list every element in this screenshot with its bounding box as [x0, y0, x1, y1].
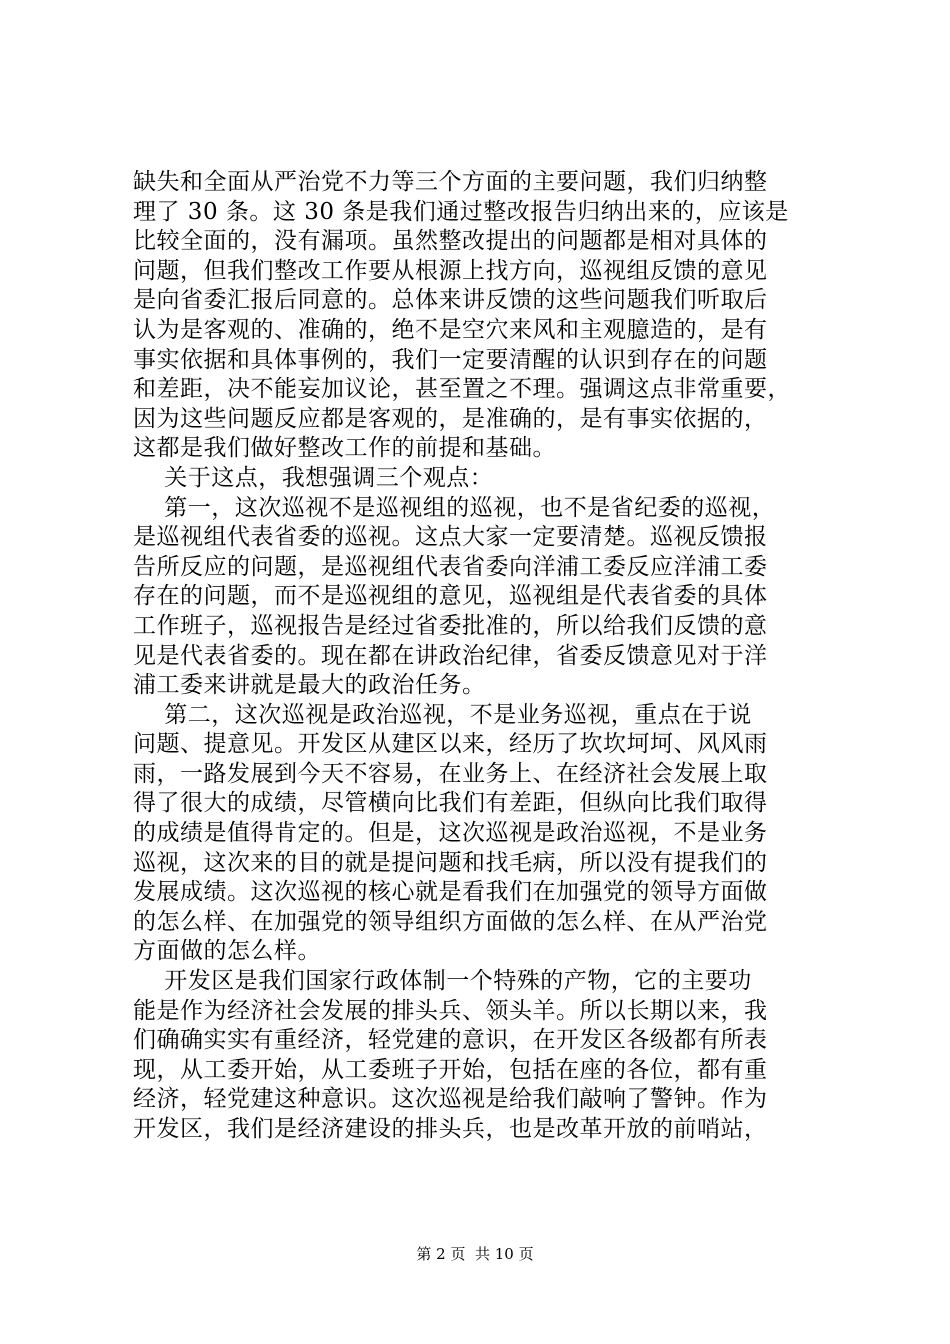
text-line: 理了 30 条。这 30 条是我们通过整改报告归纳出来的，应该是 — [133, 198, 789, 225]
text-line: 是向省委汇报后同意的。总体来讲反馈的这些问题我们听取后 — [133, 287, 768, 314]
text-line: 告所反应的问题，是巡视组代表省委向洋浦工委反应洋浦工委 — [133, 553, 768, 580]
text-line: 雨，一路发展到今天不容易，在业务上、在经济社会发展上取 — [133, 760, 768, 787]
text-line: 经济，轻党建这种意识。这次巡视是给我们敲响了警钟。作为 — [133, 1086, 768, 1113]
text-line: 开发区是我们国家行政体制一个特殊的产物，它的主要功 — [133, 968, 752, 995]
text-line: 的成绩是值得肯定的。但是，这次巡视是政治巡视，不是业务 — [133, 820, 768, 847]
text-line: 开发区，我们是经济建设的排头兵，也是改革开放的前哨站， — [133, 1116, 768, 1142]
text-line: 认为是客观的、准确的，绝不是空穴来风和主观臆造的，是有 — [133, 316, 768, 343]
text-line: 方面做的怎么样。 — [133, 938, 321, 965]
text-line: 浦工委来讲就是最大的政治任务。 — [133, 672, 486, 699]
text-line: 第一，这次巡视不是巡视组的巡视，也不是省纪委的巡视， — [133, 494, 776, 521]
text-line: 见是代表省委的。现在都在讲政治纪律，省委反馈意见对于洋 — [133, 642, 768, 669]
text-line: 现，从工委开始，从工委班子开始，包括在座的各位，都有重 — [133, 1056, 768, 1083]
body-text — [133, 168, 823, 1145]
text-line: 是巡视组代表省委的巡视。这点大家一定要清楚。巡视反馈报 — [133, 524, 768, 551]
page-footer: 第 2 页 共 10 页 — [416, 1245, 534, 1263]
text-line: 们确确实实有重经济，轻党建的意识，在开发区各级都有所表 — [133, 1027, 768, 1054]
text-line: 的怎么样、在加强党的领导组织方面做的怎么样、在从严治党 — [133, 908, 768, 935]
text-line: 发展成绩。这次巡视的核心就是看我们在加强党的领导方面做 — [133, 879, 768, 906]
text-line: 得了很大的成绩，尽管横向比我们有差距，但纵向比我们取得 — [133, 790, 768, 817]
text-line: 存在的问题，而不是巡视组的意见，巡视组是代表省委的具体 — [133, 583, 768, 610]
text-line: 问题，但我们整改工作要从根源上找方向，巡视组反馈的意见 — [133, 257, 768, 284]
text-line: 和差距，决不能妄加议论，甚至置之不理。强调这点非常重要， — [133, 376, 791, 403]
text-line: 这都是我们做好整改工作的前提和基础。 — [133, 435, 556, 462]
text-line: 关于这点，我想强调三个观点： — [133, 464, 494, 491]
text-line: 巡视，这次来的目的就是提问题和找毛病，所以没有提我们的 — [133, 849, 768, 876]
text-line: 工作班子，巡视报告是经过省委批准的，所以给我们反馈的意 — [133, 612, 768, 639]
text-line: 第二，这次巡视是政治巡视，不是业务巡视，重点在于说 — [133, 701, 752, 728]
text-line: 比较全面的，没有漏项。虽然整改提出的问题都是相对具体的 — [133, 228, 768, 255]
text-line: 缺失和全面从严治党不力等三个方面的主要问题，我们归纳整 — [133, 169, 768, 195]
text-line: 能是作为经济社会发展的排头兵、领头羊。所以长期以来，我 — [133, 997, 768, 1024]
text-line: 问题、提意见。开发区从建区以来，经历了坎坎坷坷、风风雨 — [133, 731, 768, 758]
text-line: 事实依据和具体事例的，我们一定要清醒的认识到存在的问题 — [133, 346, 768, 373]
text-line: 因为这些问题反应都是客观的，是准确的，是有事实依据的， — [133, 405, 768, 432]
